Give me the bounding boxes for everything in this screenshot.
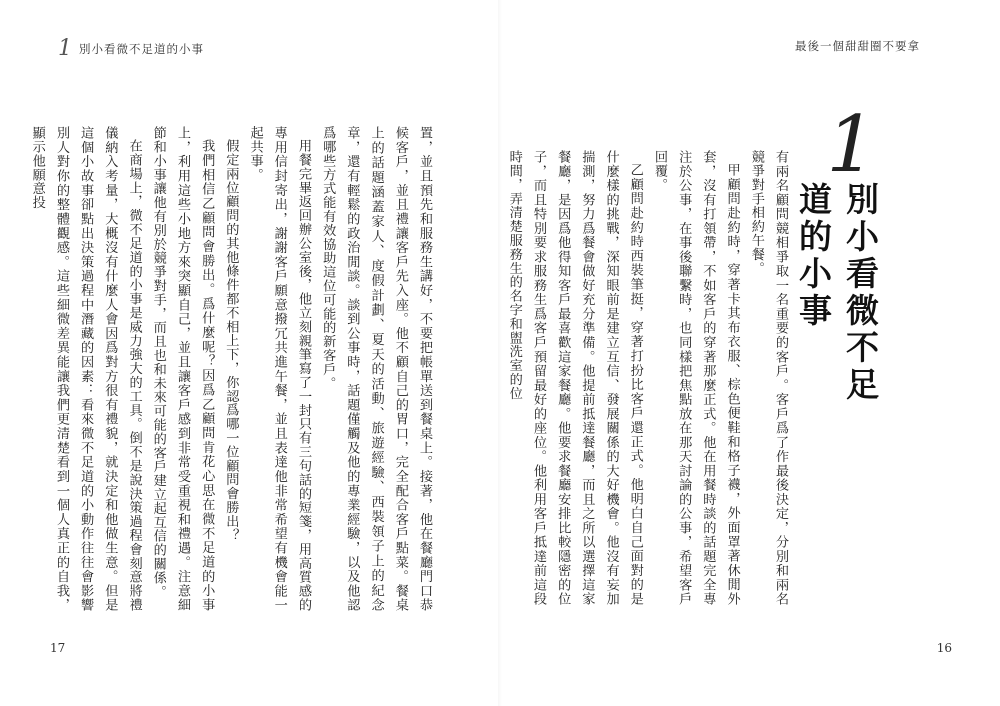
paragraph: 甲顧問赴約時，穿著卡其布衣服、棕色便鞋和格子襪，外面罩著休閒外套，沒有打領帶，不如客戶的穿著那麼正式。他在用餐時談的話題完全專注於公事，在事後聯繫時，也同樣把焦點放在那天討論的公事，希望客戶回覆。 xyxy=(651,150,740,606)
left-page-body xyxy=(29,126,436,612)
running-header-right: 最後一個甜甜圈不要拿 xyxy=(795,39,920,53)
paragraph: 乙顧問赴約時西裝筆挺，穿著打扮比客戶還正式。他明白自己面對的是什麼樣的挑戰，深知眼前是建立互信、發展關係的大好機會。他沒有妄加揣測，努力爲餐會做好充分準備。他提前抵達餐廳，而且之所以選擇這家餐廳，是因爲他得知客戶最喜歡這家餐廳。他要求餐廳安排比較隱密的位子，而且特別要求服務生爲客戶預留最好的座位。他利用客戶抵達前這段時間，弄清楚服務生的名字和盥洗室的位 xyxy=(506,150,643,606)
paragraph: 有兩名顧問競相爭取一名重要的客戶。客戶爲了作最後決定，分別和兩名競爭對手相約午餐。 xyxy=(748,150,788,606)
paragraph: 假定兩位顧問的其他條件都不相上下，你認爲哪一位顧問會勝出？ xyxy=(223,139,239,543)
page-number-left: 17 xyxy=(50,641,66,655)
paragraph: 用餐完畢返回辦公室後，他立刻親筆寫了一封只有三句話的短箋，用高質感的專用信封寄出，謝謝客戶願意撥冗共進午餐，並且表達他非常希望有機會能一起共事。 xyxy=(247,126,311,612)
paragraph: 置，並且預先和服務生講好，不要把帳單送到餐桌上。接著，他在餐廳門口恭候客戶，並且禮讓客戶先入座。他不顧自己的胃口，完全配合客戶點菜。餐桌上的話題涵蓋家人、度假計劃、夏天的活動、旅遊經驗、西裝領子上的紀念章，還有輕鬆的政治閒談。談到公事時，話題僅觸及他的專業經驗，以及他認爲哪些方式能有效協助這位可能的新客戶。 xyxy=(320,126,432,612)
paragraph: 在商場上，微不足道的小事是威力強大的工具。倒不是說決策過程會刻意將禮儀納入考量，大概沒有什麼人會因爲對方很有禮貌，就決定和他做生意。但是這個小故事卻點出決策過程中潛藏的因素：看來微不足道的小動作往往會影響別人對你的整體觀感。這些細微差異能讓我們更清楚看到一個人真正的自我，顯示他願意投 xyxy=(29,126,142,612)
chapter-title: 別小看微不足道的小事 xyxy=(794,182,880,404)
page-number-right: 16 xyxy=(936,641,952,655)
header-chapter-number: 1 xyxy=(58,36,73,61)
header-chapter-title: 別小看微不足道的小事 xyxy=(79,42,204,56)
chapter-title-block xyxy=(794,100,898,426)
running-header-left xyxy=(58,38,204,60)
chapter-number: 1 xyxy=(826,100,876,190)
paragraph: 我們相信乙顧問會勝出。爲什麼呢？因爲乙顧問肯花心思在微不足道的小事上，利用這些小地方來突顯自己，並且讓客戶感到非常受重視和禮遇。注意細節和小事讓他有別於競爭對手，而且也和未來可能的客戶建立起互信的關係。 xyxy=(150,126,215,612)
